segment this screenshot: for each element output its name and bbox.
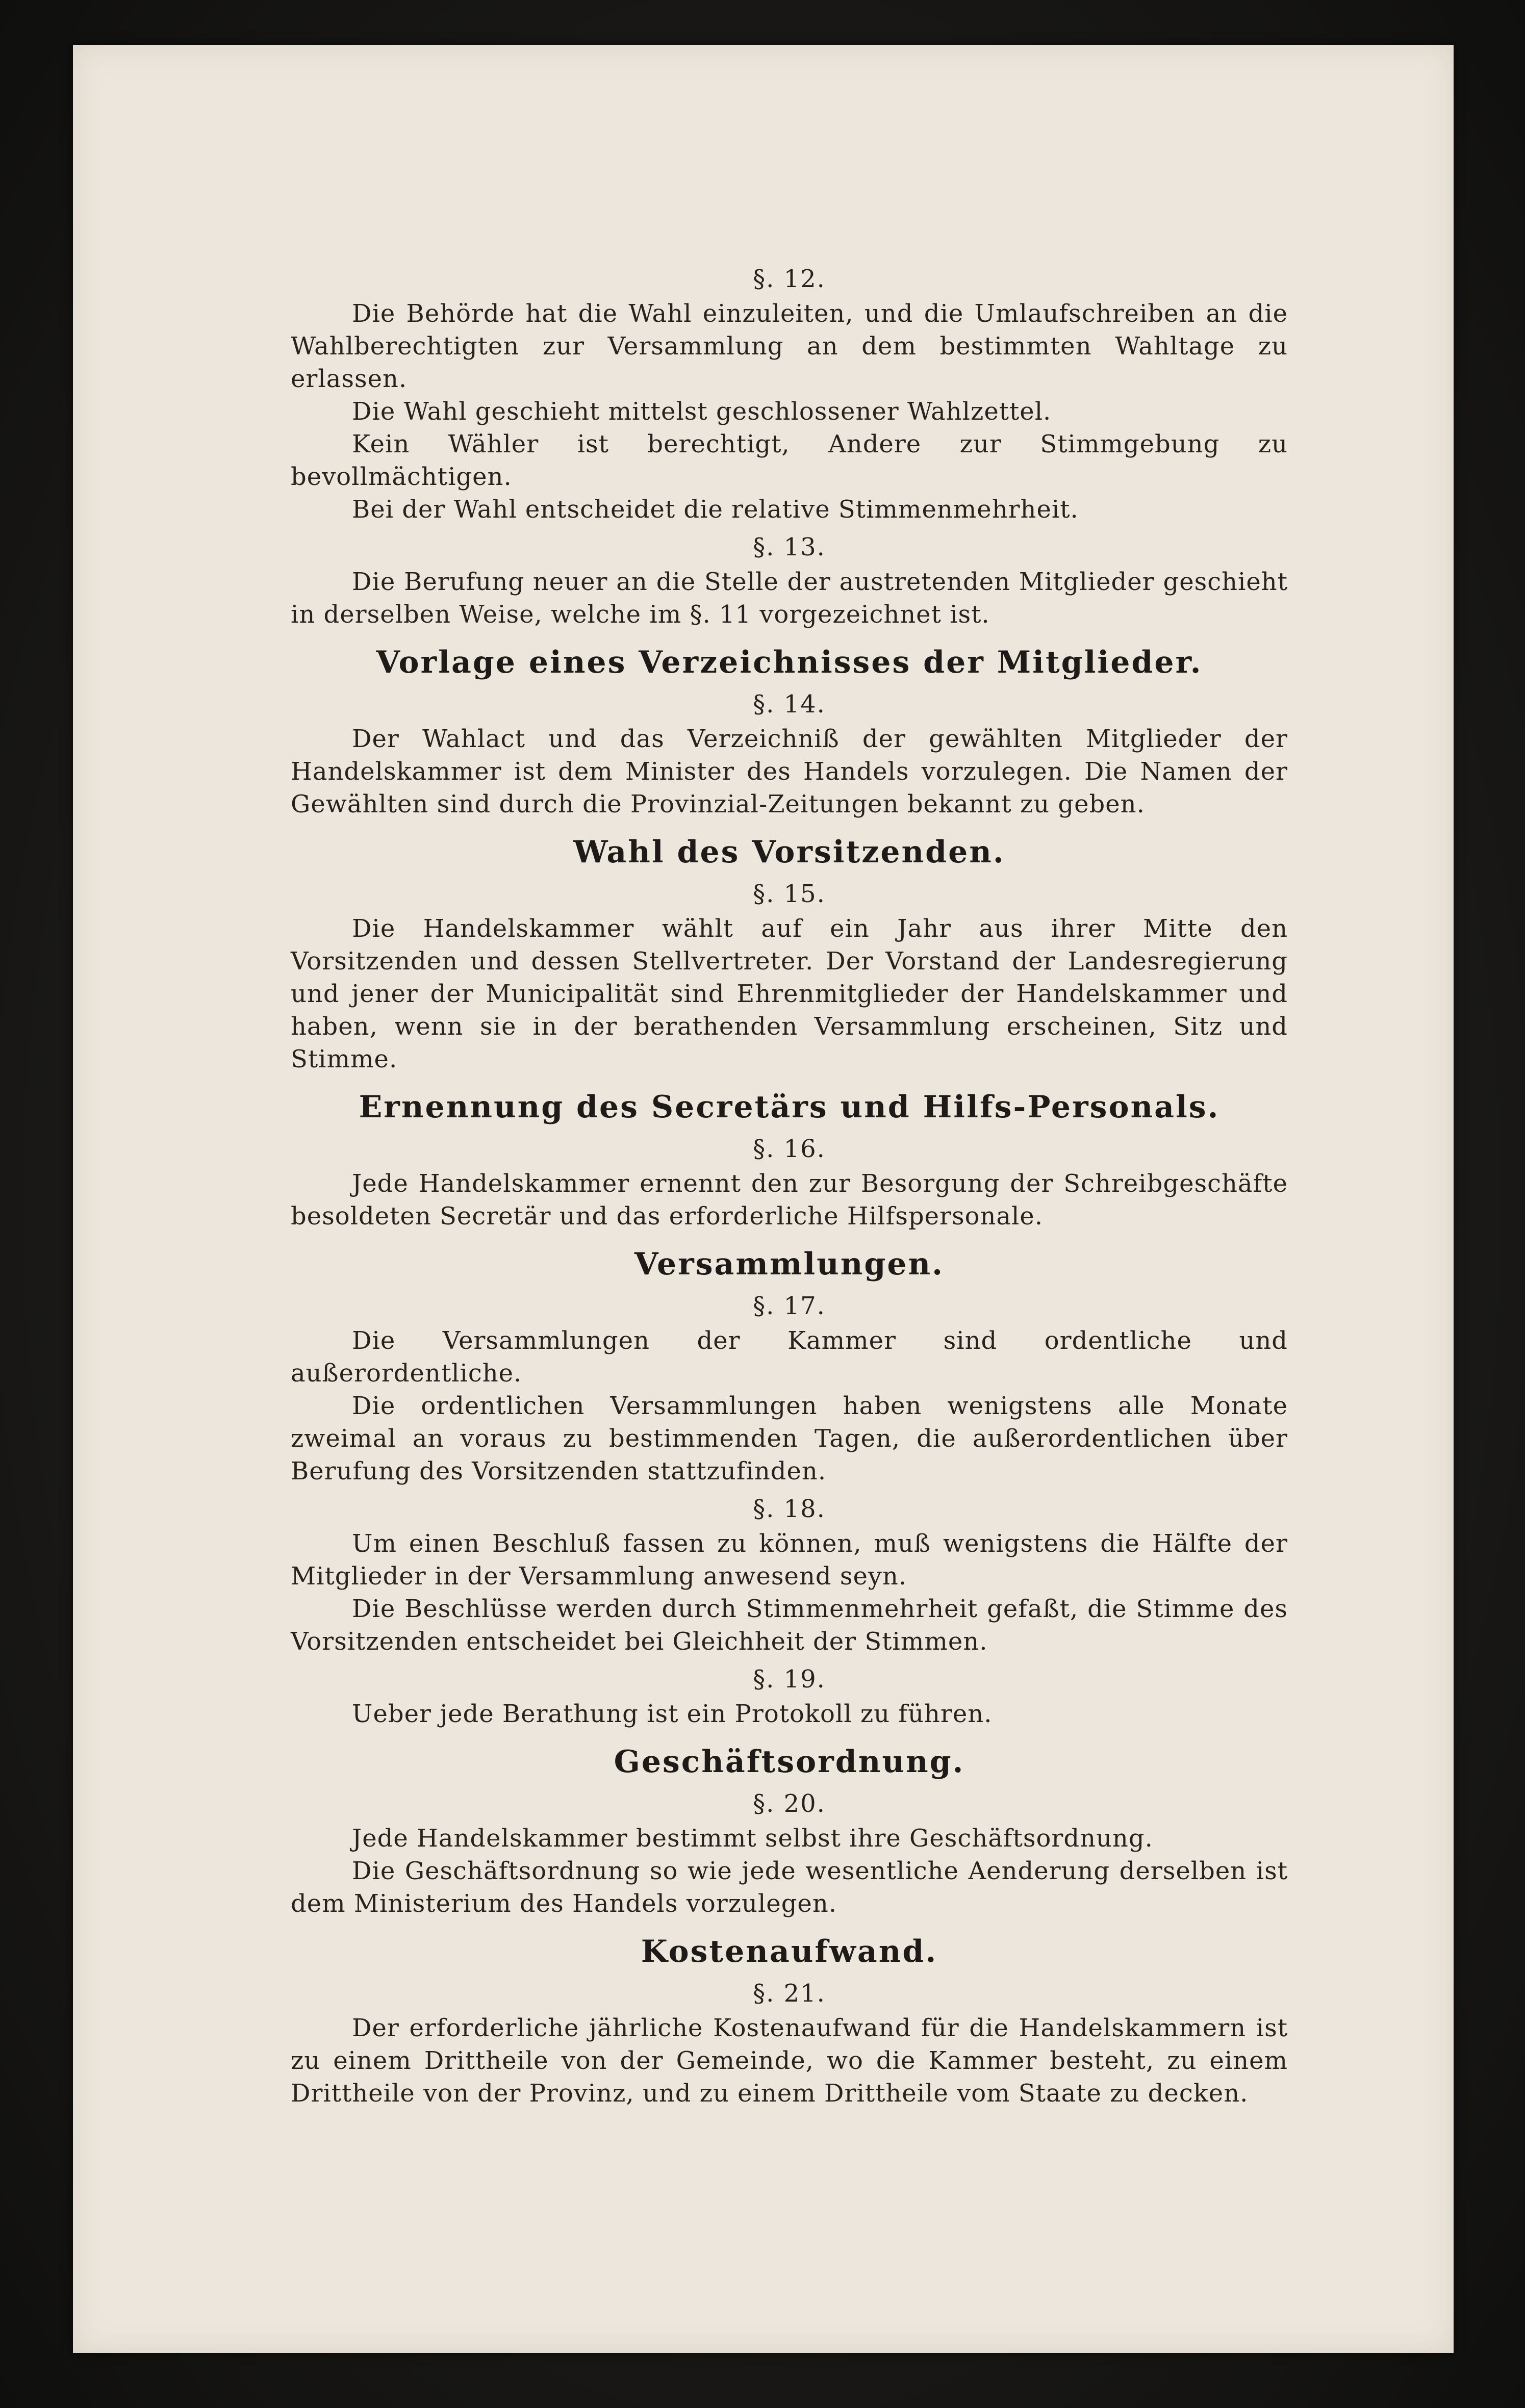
section-heading: Wahl des Vorsitzenden. [573, 834, 1005, 870]
paragraph: Der Wahlact und das Verzeichniß der gewählten Mitglieder der Handelskammer ist dem Minister des Handels vorzulegen. Die Namen der Gewählten sind durch die Provinzial-Zeitungen bekannt zu geben. [291, 725, 1288, 818]
paragraph: Die ordentlichen Versammlungen haben wenigstens alle Monate zweimal an voraus zu bestimmenden Tagen, die außerordentlichen über Berufung des Vorsitzenden stattzufinden. [291, 1392, 1288, 1485]
section-number: §. 18. [753, 1495, 826, 1523]
paragraph: Die Wahl geschieht mittelst geschlossener Wahlzettel. [352, 397, 1052, 426]
section-heading: Vorlage eines Verzeichnisses der Mitglieder. [376, 645, 1203, 680]
section-number: §. 13. [753, 533, 826, 561]
paragraph: Jede Handelskammer ernennt den zur Besorgung der Schreibgeschäfte besoldeten Secretär und das erforderliche Hilfspersonale. [291, 1169, 1288, 1231]
section-number: §. 19. [753, 1665, 826, 1694]
paragraph: Bei der Wahl entscheidet die relative Stimmenmehrheit. [352, 495, 1079, 524]
paragraph: Der erforderliche jährliche Kostenaufwand für die Handelskammern ist zu einem Drittheile von der Gemeinde, wo die Kammer besteht, zu einem Drittheile von der Provinz, und zu einem Drittheile vom Staate zu decken. [291, 2014, 1288, 2108]
section-heading: Geschäftsordnung. [614, 1744, 965, 1780]
section-number: §. 16. [753, 1135, 826, 1163]
paragraph: Kein Wähler ist berechtigt, Andere zur Stimmgebung zu bevollmächtigen. [291, 430, 1288, 491]
page-text [291, 258, 1288, 2110]
section-number: §. 12. [753, 265, 826, 293]
section-number: §. 21. [753, 1979, 826, 2008]
section-number: §. 14. [753, 690, 826, 719]
paragraph: Jede Handelskammer bestimmt selbst ihre Geschäftsordnung. [352, 1824, 1153, 1853]
paragraph: Die Behörde hat die Wahl einzuleiten, und die Umlaufschreiben an die Wahlberechtigten zur Versammlung an dem bestimmten Wahltage zu erlassen. [291, 299, 1288, 393]
paragraph: Um einen Beschluß fassen zu können, muß wenigstens die Hälfte der Mitglieder in der Versammlung anwesend seyn. [291, 1529, 1288, 1591]
section-heading: Ernennung des Secretärs und Hilfs-Personals. [359, 1089, 1220, 1125]
section-number: §. 20. [753, 1789, 826, 1818]
section-number: §. 15. [753, 880, 826, 908]
section-heading: Kostenaufwand. [641, 1934, 938, 1969]
paragraph: Die Versammlungen der Kammer sind ordentliche und außerordentliche. [291, 1326, 1288, 1388]
paragraph: Die Beschlüsse werden durch Stimmenmehrheit gefaßt, die Stimme des Vorsitzenden entscheidet bei Gleichheit der Stimmen. [291, 1595, 1288, 1656]
section-heading: Versammlungen. [634, 1246, 945, 1282]
paragraph: Die Geschäftsordnung so wie jede wesentliche Aenderung derselben ist dem Ministerium des Handels vorzulegen. [291, 1857, 1288, 1918]
paragraph: Die Handelskammer wählt auf ein Jahr aus ihrer Mitte den Vorsitzenden und dessen Stellvertreter. Der Vorstand der Landesregierung und jener der Municipalität sind Ehrenmitglieder der Handelskammer und haben, wenn sie in der berathenden Versammlung erscheinen, Sitz und Stimme. [291, 914, 1288, 1073]
section-number: §. 17. [753, 1292, 826, 1320]
paragraph: Ueber jede Berathung ist ein Protokoll zu führen. [352, 1700, 993, 1728]
paragraph: Die Berufung neuer an die Stelle der austretenden Mitglieder geschieht in derselben Weise, welche im §. 11 vorgezeichnet ist. [291, 568, 1288, 629]
